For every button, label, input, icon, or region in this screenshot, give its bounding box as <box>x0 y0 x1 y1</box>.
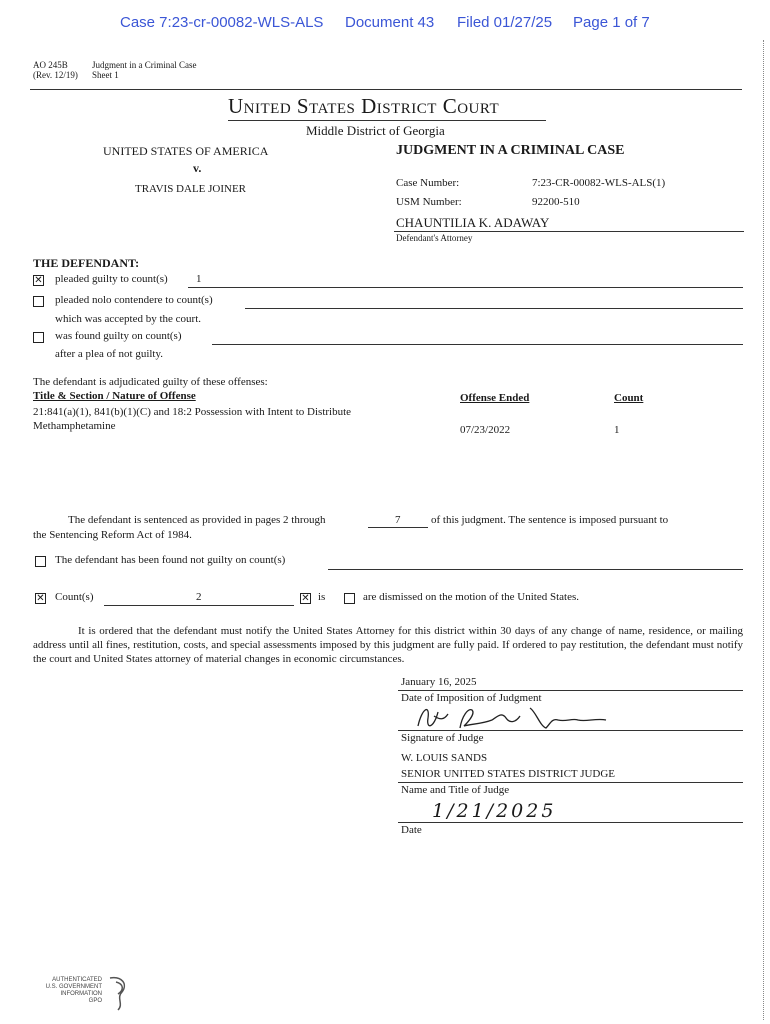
handwritten-date: 1/21/2025 <box>432 800 557 822</box>
name-title-label: Name and Title of Judge <box>401 784 510 796</box>
found-guilty-sub: after a plea of not guilty. <box>55 348 164 360</box>
offense-ended-value: 07/23/2022 <box>460 424 511 436</box>
gpo-line1: AUTHENTICATED <box>52 977 102 983</box>
found-guilty-line <box>212 344 743 345</box>
pleaded-guilty-line <box>188 287 743 288</box>
usm-number-value: 92200-510 <box>532 196 580 208</box>
form-name: Judgment in a Criminal Case <box>92 60 197 70</box>
date-imposed-label: Date of Imposition of Judgment <box>401 692 542 704</box>
counts-value: 2 <box>196 591 202 603</box>
not-guilty-line <box>328 569 743 570</box>
page-indicator: Page 1 of 7 <box>573 14 650 31</box>
is-label: is <box>318 591 326 603</box>
counts-label: Count(s) <box>55 591 94 603</box>
form-sheet: Sheet 1 <box>92 70 119 80</box>
found-guilty-checkbox[interactable] <box>33 332 44 343</box>
defendant-heading: THE DEFENDANT: <box>33 256 140 270</box>
sentence-pages-line <box>368 527 428 528</box>
attorney-name: CHAUNTILIA K. ADAWAY <box>396 215 550 230</box>
gpo-line3: INFORMATION <box>60 991 102 997</box>
pleaded-guilty-value: 1 <box>196 273 202 285</box>
is-checkbox[interactable]: ✕ <box>301 593 310 604</box>
attorney-rule <box>394 231 744 232</box>
judge-title: SENIOR UNITED STATES DISTRICT JUDGE <box>401 768 616 780</box>
not-guilty-checkbox[interactable] <box>35 556 46 567</box>
defendant-name: TRAVIS DALE JOINER <box>135 183 247 195</box>
district-name: Middle District of Georgia <box>306 123 445 138</box>
filed-date-header: Filed 01/27/25 <box>457 14 553 31</box>
scan-edge <box>763 40 764 1020</box>
case-number-label: Case Number: <box>396 177 460 189</box>
offense-title-header: Title & Section / Nature of Offense <box>33 390 196 402</box>
judge-title-line <box>398 782 743 783</box>
nolo-label: pleaded nolo contendere to count(s) <box>55 294 213 306</box>
signature-line <box>398 730 743 731</box>
found-guilty-label: was found guilty on count(s) <box>55 330 182 342</box>
offense-ended-header: Offense Ended <box>460 392 530 404</box>
sentence-text-after: of this judgment. The sentence is imposed pursuant to <box>431 514 669 526</box>
order-paragraph: It is ordered that the defendant must notify the United States Attorney for this district within 30 days of any change of name, residence, or mailing address until all fines, restitution, costs, and special assessments imposed by this judgment are fully paid. If ordered to pay restitution, the defendant must notify the court and United States attorney of material changes in economic circumstances. <box>33 625 743 665</box>
sentence-line2: the Sentencing Reform Act of 1984. <box>33 529 192 541</box>
counts-line <box>104 605 294 606</box>
plaintiff-name: UNITED STATES OF AMERICA <box>103 144 269 158</box>
offense-count-value: 1 <box>614 424 620 436</box>
counts-checkbox[interactable]: ✕ <box>36 593 45 604</box>
judgment-title: JUDGMENT IN A CRIMINAL CASE <box>396 143 625 158</box>
gpo-seal-text <box>44 977 102 1005</box>
offense-title-line1: 21:841(a)(1), 841(b)(1)(C) and 18:2 Possession with Intent to Distribute <box>33 406 352 418</box>
header-rule <box>30 89 742 90</box>
judge-name: W. LOUIS SANDS <box>401 752 488 764</box>
nolo-line <box>245 308 743 309</box>
gpo-line2: U.S. GOVERNMENT <box>45 984 102 990</box>
offense-title-line2: Methamphetamine <box>33 420 116 432</box>
date-label: Date <box>401 824 422 836</box>
sentence-text-before: The defendant is sentenced as provided in pages 2 through <box>68 514 326 526</box>
offenses-intro: The defendant is adjudicated guilty of these offenses: <box>33 376 268 388</box>
signature-label: Signature of Judge <box>401 732 484 744</box>
court-title-rule <box>228 120 546 121</box>
are-checkbox[interactable] <box>344 593 355 604</box>
are-label: are dismissed on the motion of the United States. <box>363 591 579 603</box>
nolo-checkbox[interactable] <box>33 296 44 307</box>
offense-count-header: Count <box>614 392 644 404</box>
nolo-sub: which was accepted by the court. <box>55 313 201 325</box>
pleaded-guilty-label: pleaded guilty to count(s) <box>55 273 168 285</box>
not-guilty-label: The defendant has been found not guilty on count(s) <box>55 554 286 566</box>
date-imposed: January 16, 2025 <box>401 676 477 688</box>
document-number-header: Document 43 <box>345 14 435 31</box>
case-number-value: 7:23-CR-00082-WLS-ALS(1) <box>532 177 666 189</box>
gpo-line4: GPO <box>88 998 102 1004</box>
versus: v. <box>193 161 202 175</box>
date-line <box>398 822 743 823</box>
form-code: AO 245B <box>33 60 68 70</box>
form-revision: (Rev. 12/19) <box>33 70 78 80</box>
gpo-eagle-icon <box>104 974 130 1012</box>
attorney-label: Defendant's Attorney <box>396 233 473 243</box>
case-number-header: Case 7:23-cr-00082-WLS-ALS <box>120 14 324 31</box>
date-imposed-line <box>398 690 743 691</box>
pleaded-guilty-checkbox[interactable]: ✕ <box>34 275 43 286</box>
court-title: United States District Court <box>228 94 500 118</box>
sentence-pages: 7 <box>395 514 401 526</box>
usm-number-label: USM Number: <box>396 196 462 208</box>
